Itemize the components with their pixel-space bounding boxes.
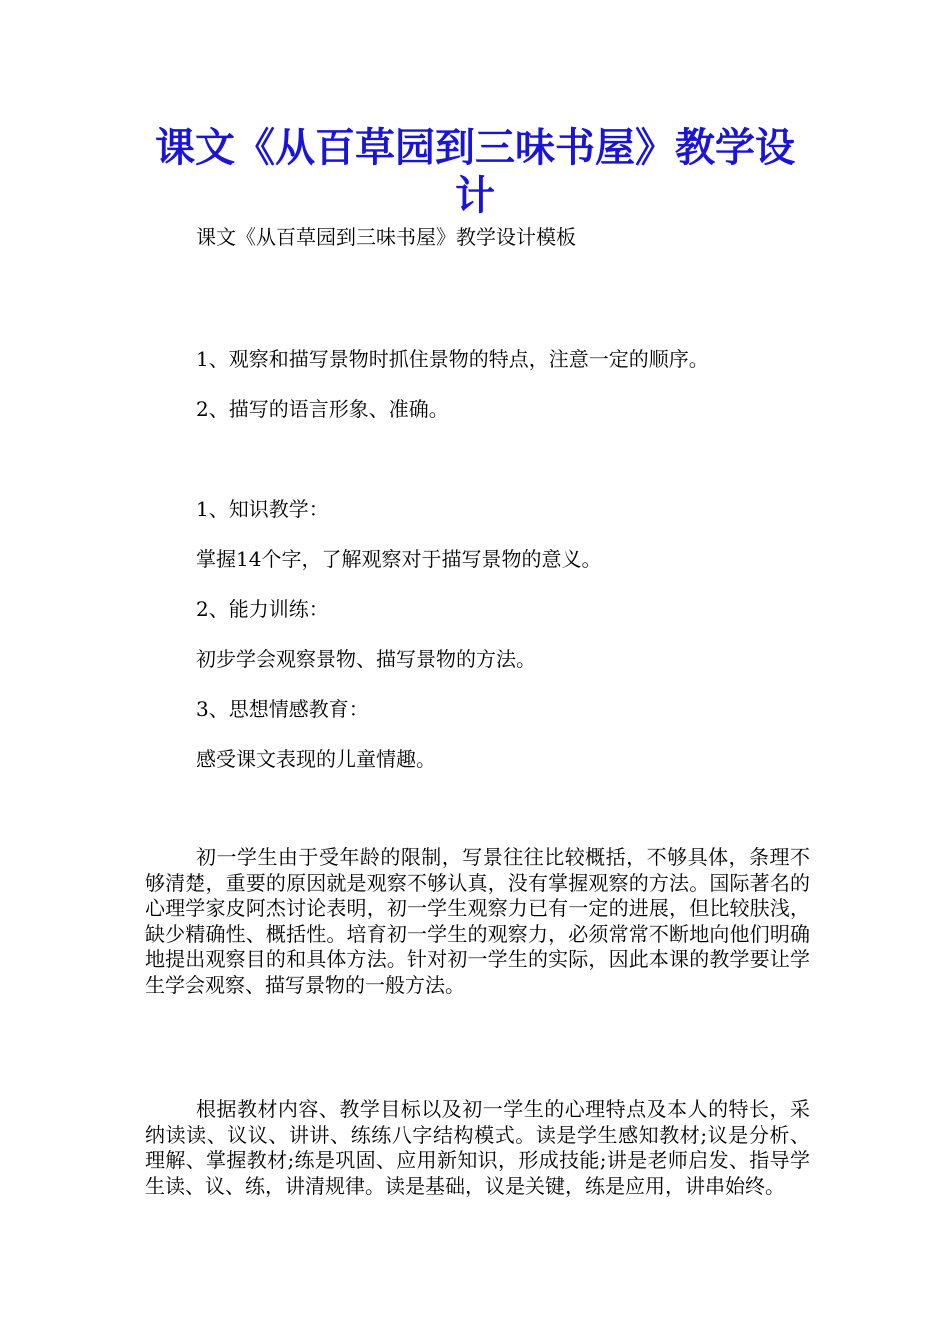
paragraph-student-analysis: 初一学生由于受年龄的限制，写景往往比较概括，不够具体，条理不够清楚，重要的原因就是观察不够认真，没有掌握观察的方法。国际著名的心理学家皮阿杰讨论表明，初一学生观察力已有一定的进展，但比较肤浅，缺少精确性、概括性。培育初一学生的观察力，必须常常不断地向他们明确地提出观察目的和具体方法。针对初一学生的实际，因此本课的教学要让学生学会观察、描写景物的一般方法。: [145, 845, 810, 997]
document-subtitle: 课文《从百草园到三味书屋》教学设计模板: [196, 225, 576, 249]
objective-text-emotion: 感受课文表现的儿童情趣。: [196, 747, 436, 771]
objective-text-knowledge: 掌握14个字，了解观察对于描写景物的意义。: [196, 547, 602, 571]
goal-line-2: 2、描写的语言形象、准确。: [196, 397, 449, 421]
objective-heading-knowledge: 1、知识教学：: [196, 497, 329, 521]
objective-heading-ability: 2、能力训练：: [196, 597, 329, 621]
objective-text-ability: 初步学会观察景物、描写景物的方法。: [196, 647, 536, 671]
paragraph-teaching-method: 根据教材内容、教学目标以及初一学生的心理特点及本人的特长，采纳读读、议议、讲讲、练练八字结构模式。读是学生感知教材;议是分析、理解、掌握教材;练是巩固、应用新知识，形成技能;讲是老师启发、指导学生读、议、练，讲清规律。读是基础，议是关键，练是应用，讲串始终。: [145, 1097, 810, 1198]
document-title: 课文《从百草园到三味书屋》教学设计: [155, 125, 795, 219]
objective-heading-emotion: 3、思想情感教育：: [196, 697, 369, 721]
goal-line-1: 1、观察和描写景物时抓住景物的特点，注意一定的顺序。: [196, 347, 709, 371]
